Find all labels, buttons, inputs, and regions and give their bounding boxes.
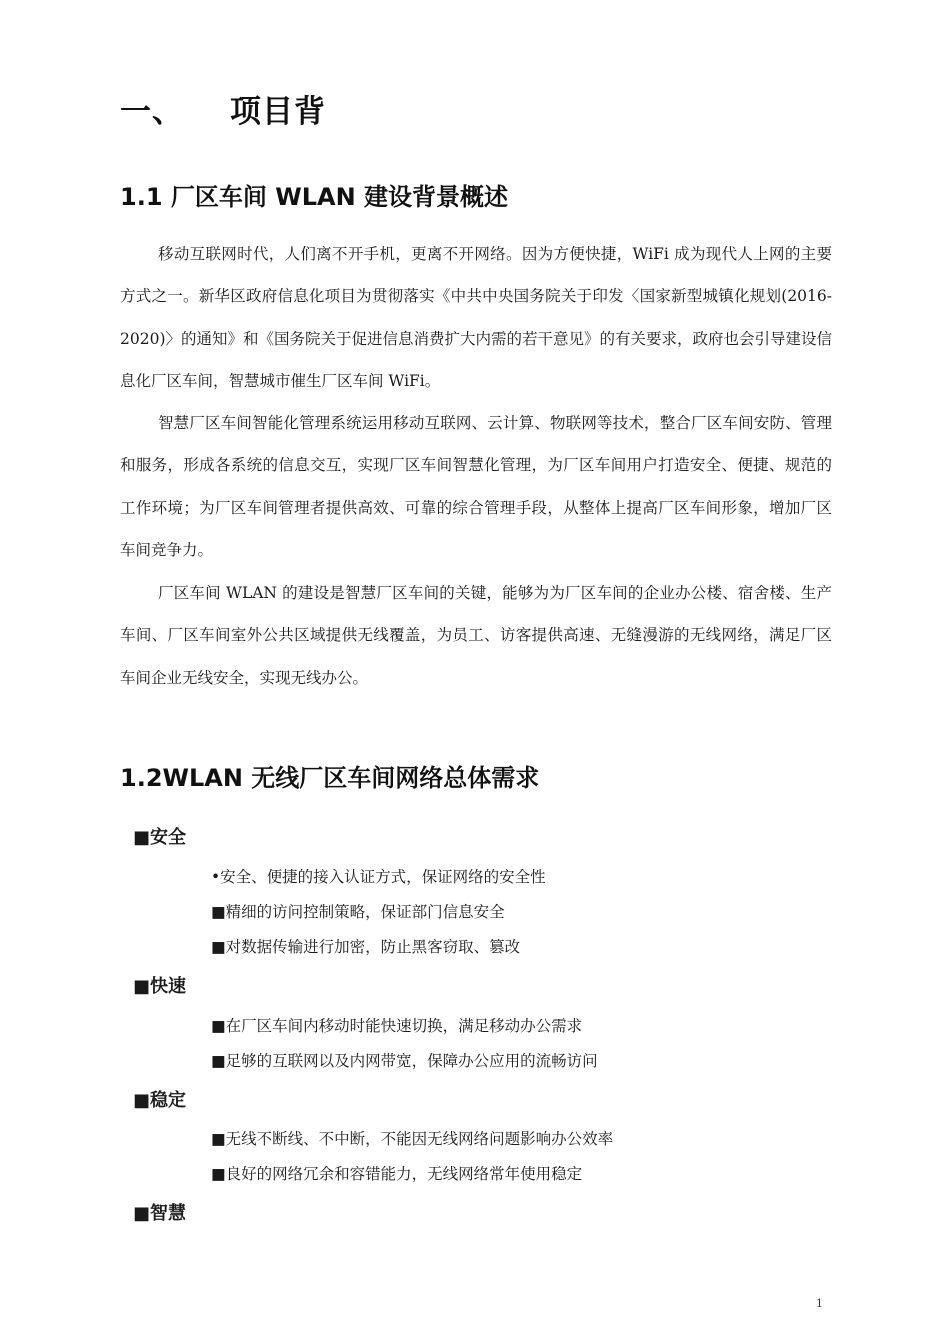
requirement-item: ■精细的访问控制策略，保证部门信息安全	[211, 903, 505, 921]
chapter-title: 项目背	[230, 94, 326, 130]
requirement-item: ■足够的互联网以及内网带宽，保障办公应用的流畅访问	[211, 1052, 598, 1070]
page-number: 1	[816, 1297, 823, 1310]
chapter-number: 一、	[120, 94, 184, 130]
requirement-item: ■对数据传输进行加密，防止黑客窃取、篡改	[211, 938, 521, 956]
paragraph-1: 移动互联网时代，人们离不开手机，更离不开网络。因为方便快捷，WiFi 成为现代人上网的主要方式之一。新华区政府信息化项目为贯彻落实《中共中央国务院关于印发〈国家新型城镇化规划(2016-2020)〉的通知》和《国务院关于促进信息消费扩大内需的若干意见》的有关要求，政府也会引导建设信息化厂区车间，智慧城市催生厂区车间 WiFi。	[120, 245, 832, 390]
requirement-smart-heading: ■智慧	[133, 1203, 187, 1224]
paragraph-2: 智慧厂区车间智能化管理系统运用移动互联网、云计算、物联网等技术，整合厂区车间安防、管理和服务，形成各系统的信息交互，实现厂区车间智慧化管理，为厂区车间用户打造安全、便捷、规范的工作环境；为厂区车间管理者提供高效、可靠的综合管理手段，从整体上提高厂区车间形象，增加厂区车间竞争力。	[120, 414, 832, 559]
section-1-2-title: 1.2WLAN 无线厂区车间网络总体需求	[120, 764, 540, 792]
requirement-item: ■无线不断线、不中断，不能因无线网络问题影响办公效率	[211, 1130, 614, 1148]
requirement-item: ■良好的网络冗余和容错能力，无线网络常年使用稳定	[211, 1165, 583, 1183]
paragraph-3: 厂区车间 WLAN 的建设是智慧厂区车间的关键，能够为为厂区车间的企业办公楼、宿舍楼、生产车间、厂区车间室外公共区域提供无线覆盖，为员工、访客提供高速、无缝漫游的无线网络，满足厂区车间企业无线安全，实现无线办公。	[120, 584, 832, 687]
requirement-security-heading: ■安全	[133, 827, 187, 848]
requirement-item: ■在厂区车间内移动时能快速切换，满足移动办公需求	[211, 1017, 583, 1035]
requirement-item: •安全、便捷的接入认证方式，保证网络的安全性	[211, 868, 546, 886]
section-1-1-title: 1.1 厂区车间 WLAN 建设背景概述	[120, 183, 509, 211]
chapter-heading	[120, 86, 326, 131]
requirement-stability-heading: ■稳定	[133, 1090, 187, 1111]
requirement-speed-heading: ■快速	[133, 976, 187, 997]
